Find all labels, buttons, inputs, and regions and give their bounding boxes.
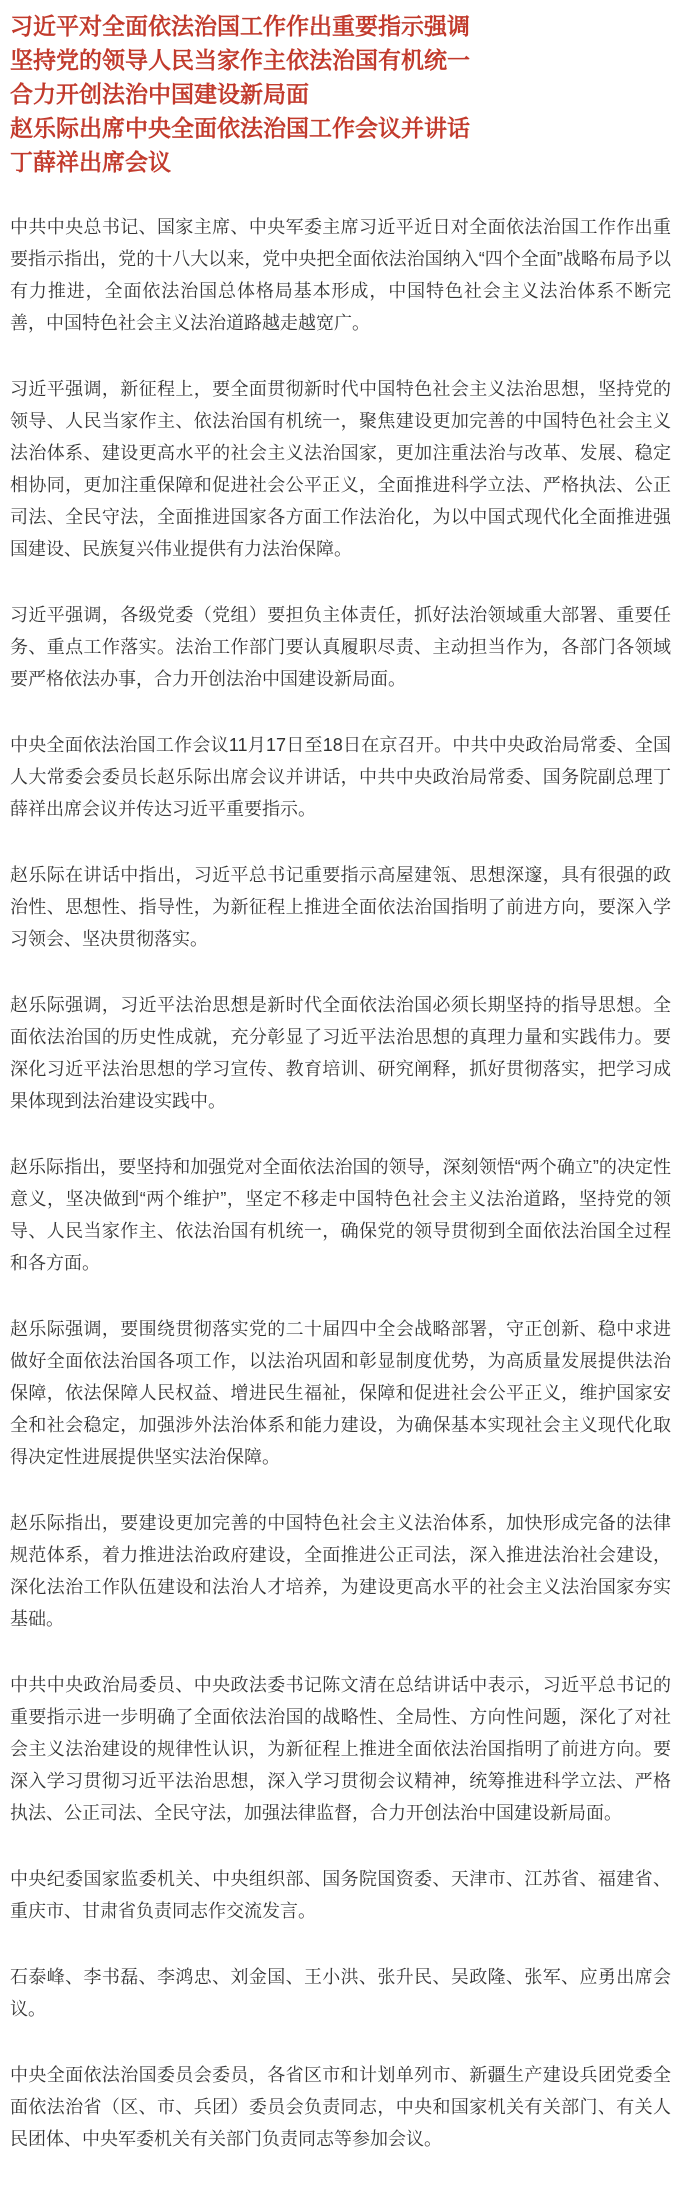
article-paragraph: 中共中央政治局委员、中央政法委书记陈文清在总结讲话中表示，习近平总书记的重要指示进一步明确了全面依法治国的战略性、全局性、方向性问题，深化了对社会主义法治建设的规律性认识，为新征程上推进全面依法治国指明了前进方向。要深入学习贯彻习近平法治思想，深入学习贯彻会议精神，统筹推进科学立法、严格执法、公正司法、全民守法，加强法律监督，合力开创法治中国建设新局面。 [10,1675,671,1823]
headline-line: 习近平对全面依法治国工作作出重要指示强调 [10,13,470,39]
article-paragraph: 赵乐际强调，习近平法治思想是新时代全面依法治国必须长期坚持的指导思想。全面依法治国的历史性成就，充分彰显了习近平法治思想的真理力量和实践伟力。要深化习近平法治思想的学习宣传、教育培训、研究阐释，抓好贯彻落实，把学习成果体现到法治建设实践中。 [10,995,671,1111]
headline-line: 合力开创法治中国建设新局面 [10,81,309,107]
article-paragraph: 石泰峰、李书磊、李鸿忠、刘金国、王小洪、张升民、吴政隆、张军、应勇出席会议。 [10,1967,671,2019]
article-paragraph: 赵乐际指出，要坚持和加强党对全面依法治国的领导，深刻领悟“两个确立”的决定性意义，坚决做到“两个维护”，坚定不移走中国特色社会主义法治道路，坚持党的领导、人民当家作主、依法治国有机统一，确保党的领导贯彻到全面依法治国全过程和各方面。 [10,1157,671,1273]
article-headline [10,9,671,179]
article-paragraph: 赵乐际指出，要建设更加完善的中国特色社会主义法治体系，加快形成完备的法律规范体系，着力推进法治政府建设，全面推进公正司法，深入推进法治社会建设，深化法治工作队伍建设和法治人才培养，为建设更高水平的社会主义法治国家夯实基础。 [10,1513,671,1629]
headline-line: 丁薛祥出席会议 [10,149,171,175]
article-paragraph: 中共中央总书记、国家主席、中央军委主席习近平近日对全面依法治国工作作出重要指示指出，党的十八大以来，党中央把全面依法治国纳入“四个全面”战略布局予以有力推进，全面依法治国总体格局基本形成，中国特色社会主义法治体系不断完善，中国特色社会主义法治道路越走越宽广。 [10,217,671,333]
article-paragraph: 习近平强调，新征程上，要全面贯彻新时代中国特色社会主义法治思想，坚持党的领导、人民当家作主、依法治国有机统一，聚焦建设更加完善的中国特色社会主义法治体系、建设更高水平的社会主义法治国家，更加注重法治与改革、发展、稳定相协同，更加注重保障和促进社会公平正义，全面推进科学立法、严格执法、公正司法、全民守法，全面推进国家各方面工作法治化，为以中国式现代化全面推进强国建设、民族复兴伟业提供有力法治保障。 [10,379,671,559]
article-paragraph: 赵乐际强调，要围绕贯彻落实党的二十届四中全会战略部署，守正创新、稳中求进做好全面依法治国各项工作，以法治巩固和彰显制度优势，为高质量发展提供法治保障，依法保障人民权益、增进民生福祉，保障和促进社会公平正义，维护国家安全和社会稳定，加强涉外法治体系和能力建设，为确保基本实现社会主义现代化取得决定性进展提供坚实法治保障。 [10,1319,671,1467]
article-paragraph: 中央全面依法治国工作会议11月17日至18日在京召开。中共中央政治局常委、全国人大常委会委员长赵乐际出席会议并讲话，中共中央政治局常委、国务院副总理丁薛祥出席会议并传达习近平重要指示。 [10,735,671,819]
article-paragraph: 习近平强调，各级党委（党组）要担负主体责任，抓好法治领域重大部署、重要任务、重点工作落实。法治工作部门要认真履职尽责、主动担当作为，各部门各领域要严格依法办事，合力开创法治中国建设新局面。 [10,605,671,689]
headline-line: 赵乐际出席中央全面依法治国工作会议并讲话 [10,115,470,141]
article-paragraph: 中央纪委国家监委机关、中央组织部、国务院国资委、天津市、江苏省、福建省、重庆市、甘肃省负责同志作交流发言。 [10,1869,671,1921]
article-paragraph: 中央全面依法治国委员会委员，各省区市和计划单列市、新疆生产建设兵团党委全面依法治省（区、市、兵团）委员会负责同志，中央和国家机关有关部门、有关人民团体、中央军委机关有关部门负责同志等参加会议。 [10,2065,671,2149]
headline-line: 坚持党的领导人民当家作主依法治国有机统一 [10,47,470,73]
article-paragraph: 赵乐际在讲话中指出，习近平总书记重要指示高屋建瓴、思想深邃，具有很强的政治性、思想性、指导性，为新征程上推进全面依法治国指明了前进方向，要深入学习领会、坚决贯彻落实。 [10,865,671,949]
